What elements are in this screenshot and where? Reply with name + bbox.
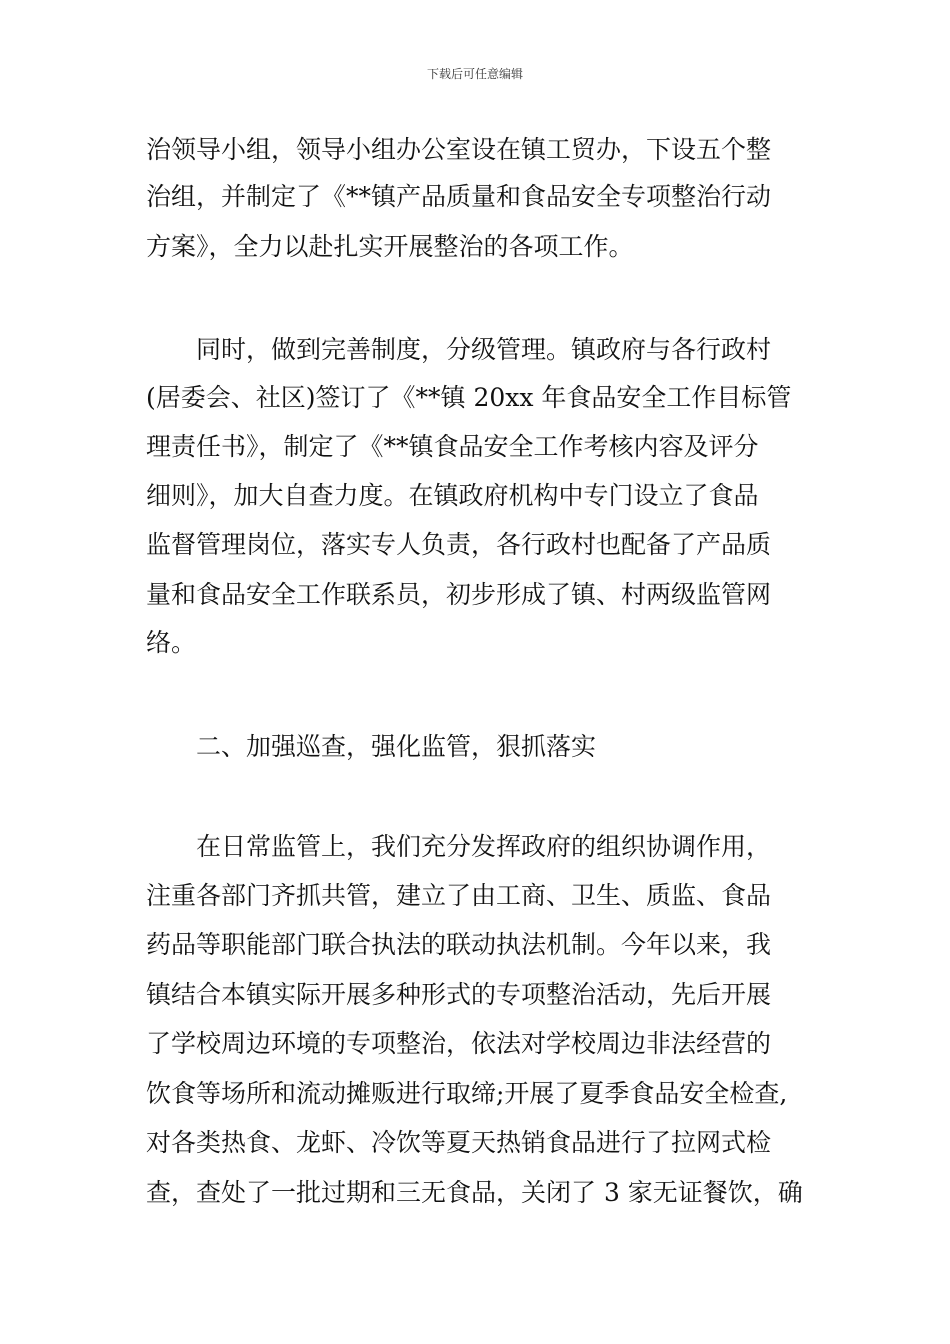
paragraph-line: (居委会、社区)签订了《**镇 20xx 年食品安全工作目标管 [146, 383, 792, 412]
paragraph-line: 方案》，全力以赴扎实开展整治的各项工作。 [146, 232, 634, 261]
paragraph-line: 治组，并制定了《**镇产品质量和食品安全专项整治行动 [146, 182, 772, 211]
paragraph-line: 镇结合本镇实际开展多种形式的专项整治活动，先后开展 [146, 980, 772, 1009]
paragraph-line: 量和食品安全工作联系员，初步形成了镇、村两级监管网 [146, 580, 772, 609]
paragraph-line: 同时，做到完善制度，分级管理。镇政府与各行政村 [196, 335, 772, 364]
paragraph-line: 饮食等场所和流动摊贩进行取缔;开展了夏季食品安全检查, [146, 1079, 788, 1108]
paragraph-line: 药品等职能部门联合执法的联动执法机制。今年以来，我 [146, 930, 772, 959]
paragraph-line: 对各类热食、龙虾、冷饮等夏天热销食品进行了拉网式检 [146, 1128, 772, 1157]
paragraph-line: 细则》，加大自查力度。在镇政府机构中专门设立了食品 [146, 481, 759, 510]
paragraph-line: 注重各部门齐抓共管，建立了由工商、卫生、质监、食品 [146, 881, 772, 910]
paragraph-line: 理责任书》，制定了《**镇食品安全工作考核内容及评分 [146, 432, 759, 461]
page-header: 下载后可任意编辑 [426, 67, 523, 81]
section-heading: 二、加强巡查，强化监管，狠抓落实 [196, 732, 597, 761]
paragraph-line: 在日常监管上，我们充分发挥政府的组织协调作用， [196, 832, 772, 861]
paragraph-line: 治领导小组，领导小组办公室设在镇工贸办，下设五个整 [146, 135, 772, 164]
paragraph-line: 络。 [146, 628, 197, 657]
paragraph-line: 查，查处了一批过期和三无食品，关闭了 3 家无证餐饮，确 [146, 1178, 803, 1207]
paragraph-line: 监督管理岗位，落实专人负责，各行政村也配备了产品质 [146, 530, 772, 559]
paragraph-line: 了学校周边环境的专项整治，依法对学校周边非法经营的 [146, 1029, 772, 1058]
